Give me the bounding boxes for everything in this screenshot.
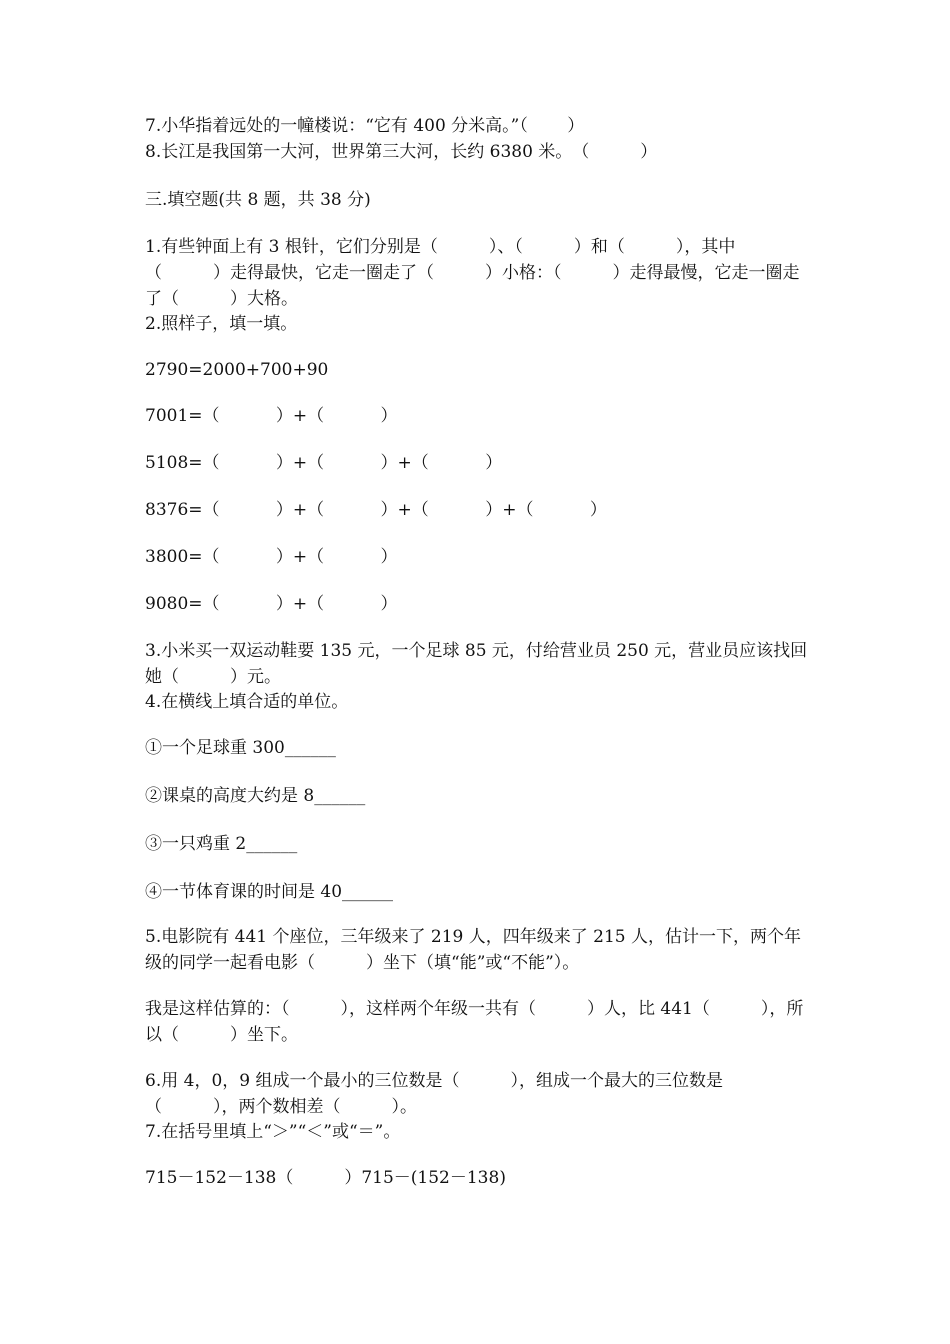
fill-q1: 1.有些钟面上有 3 根针，它们分别是（ ）、（ ）和（ ），其中（ ）走得最快，它走一圈走了（ ）小格：（ ）走得最慢，它走一圈走了（ ）大格。 — [145, 237, 800, 309]
fill-q7-prompt: 7.在括号里填上“＞”“＜”或“＝”。 — [145, 1122, 401, 1142]
fill-q6: 6.用 4，0，9 组成一个最小的三位数是（ ），组成一个最大的三位数是（ ），两个数相差（ ）。 — [145, 1071, 723, 1117]
fill-q2-prompt: 2.照样子，填一填。 — [145, 314, 298, 334]
fill-q2-item: 3800=（ ）+（ ） — [145, 547, 398, 567]
fill-q2-item: 5108=（ ）+（ ）+（ ） — [145, 453, 503, 473]
fill-q4-item: ④一节体育课的时间是 40______ — [145, 882, 394, 902]
fill-q4-item: ③一只鸡重 2______ — [145, 834, 298, 854]
fill-q5: 5.电影院有 441 个座位，三年级来了 219 人，四年级来了 215 人，估计一下，两个年级的同学一起看电影（ ）坐下（填“能”或“不能”）。 — [145, 927, 801, 973]
judgment-q7: 7.小华指着远处的一幢楼说：“它有 400 分米高。”（ ） — [145, 116, 585, 136]
fill-q4-item: ②课桌的高度大约是 8______ — [145, 786, 366, 806]
fill-q7-expr: 715－152－138（ ）715－(152－138) — [145, 1168, 506, 1188]
fill-q3: 3.小米买一双运动鞋要 135 元，一个足球 85 元，付给营业员 250 元，营业员应该找回她（ ）元。 — [145, 641, 808, 687]
fill-q4-prompt: 4.在横线上填合适的单位。 — [145, 692, 349, 712]
fill-q2-item: 7001=（ ）+（ ） — [145, 406, 398, 426]
fill-q2-item: 9080=（ ）+（ ） — [145, 594, 398, 614]
fill-q2-item: 8376=（ ）+（ ）+（ ）+（ ） — [145, 500, 607, 520]
fill-q4-item: ①一个足球重 300______ — [145, 738, 336, 758]
fill-q2-example: 2790=2000+700+90 — [145, 360, 329, 380]
fill-q5-estimate: 我是这样估算的：（ ），这样两个年级一共有（ ）人，比 441（ ），所以（ ）坐下。 — [145, 999, 804, 1045]
judgment-q8: 8.长江是我国第一大河，世界第三大河，长约 6380 米。 （ ） — [145, 142, 658, 162]
section-title: 三.填空题(共 8 题，共 38 分) — [145, 190, 371, 210]
